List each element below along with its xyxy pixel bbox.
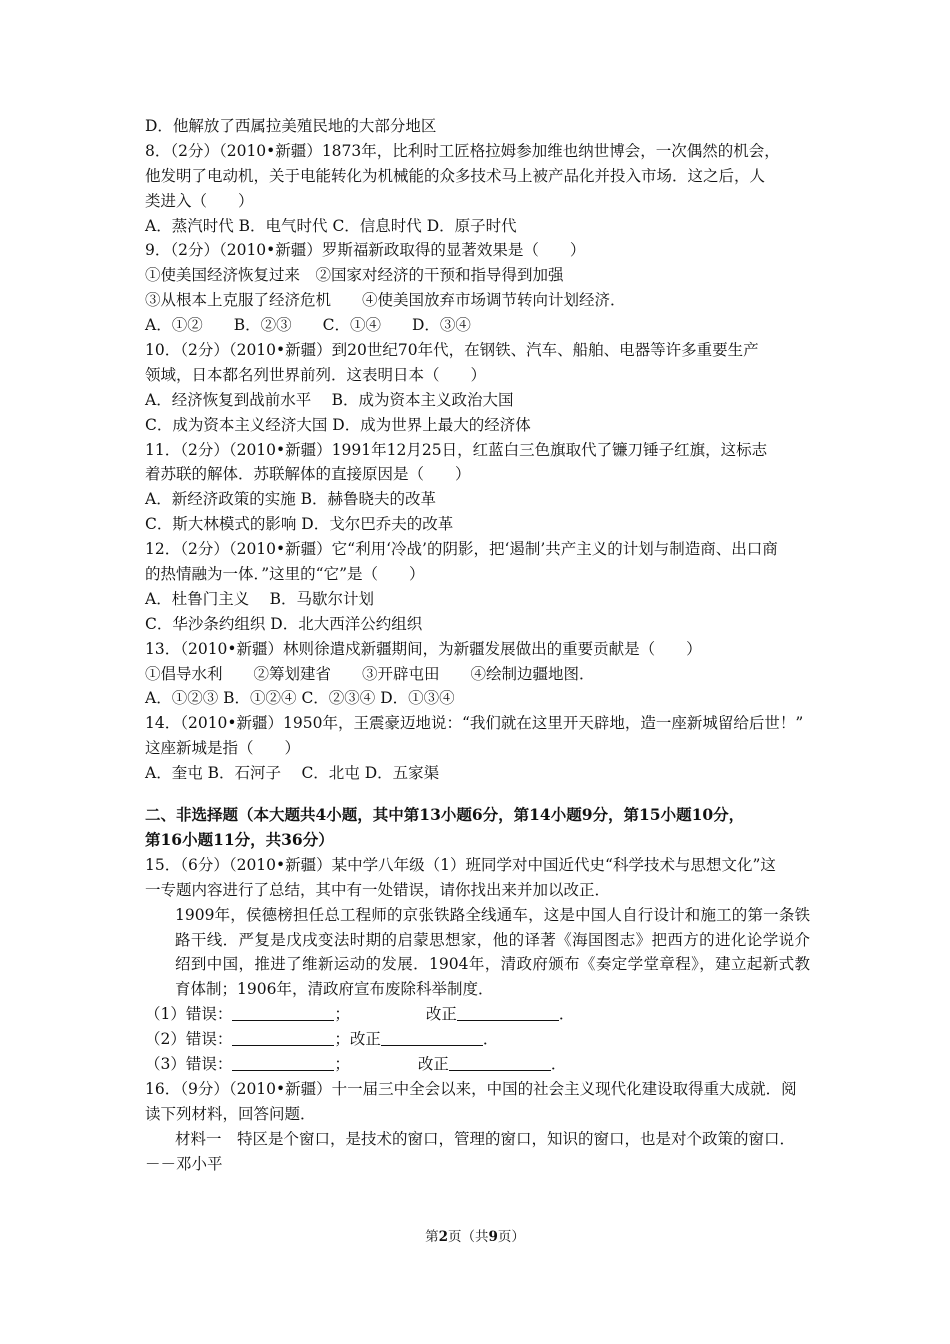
question-14-line-2: 这座新城是指（ ） [145, 739, 301, 758]
question-8-line-3: 类进入（ ） [145, 191, 254, 210]
exam-page-content [145, 114, 810, 1176]
answer-row-label: （3）错误： [145, 1055, 233, 1074]
question-11-options-2: C．斯大林模式的影响 D．戈尔巴乔夫的改革 [145, 515, 454, 534]
question-10-options-2: C．成为资本主义经济大国 D．成为世界上最大的经济体 [145, 415, 531, 434]
question-8-line-1: 8．（2分）（2010•新疆）1873年，比利时工匠格拉姆参加维也纳世博会，一次偶然的机会， [145, 141, 780, 160]
question-9-options: A．①② B．②③ C．①④ D．③④ [145, 316, 471, 335]
material-1-source: －－邓小平 [145, 1154, 223, 1173]
page-footer [0, 1228, 950, 1246]
question-15-line-1: 15．（6分）（2010•新疆）某中学八年级（1）班同学对中国近代史“科学技术与思想文化”这 [145, 855, 776, 874]
question-9-stem: 9．（2分）（2010•新疆）罗斯福新政取得的显著效果是（ ） [145, 241, 586, 260]
section-2-heading-line-1: 二、非选择题（本大题共4小题，其中第13小题6分，第14小题9分，第15小题10分， [145, 805, 745, 825]
question-10-options-1: A．经济恢复到战前水平 B．成为资本主义政治大国 [145, 390, 514, 409]
material-1: 材料一 特区是个窗口，是技术的窗口，管理的窗口，知识的窗口，也是对个政策的窗口． [175, 1129, 796, 1148]
section-gap [145, 786, 810, 803]
error-blank[interactable] [232, 1005, 334, 1021]
error-blank[interactable] [232, 1030, 334, 1046]
question-lines [145, 114, 810, 786]
question-10-line-1: 10．（2分）（2010•新疆）到20世纪70年代，在钢铁、汽车、船舶、电器等许多重要生产 [145, 341, 759, 360]
error-blank[interactable] [232, 1055, 334, 1071]
separator: ； [334, 1055, 350, 1074]
question-16-line-2: 读下列材料，回答问题． [145, 1104, 316, 1123]
question-13-stem: 13．（2010•新疆）林则徐遣戍新疆期间，为新疆发展做出的重要贡献是（ ） [145, 639, 702, 658]
footer-prefix: 第 [425, 1229, 439, 1245]
question-8-options: A．蒸汽时代 B．电气时代 C．信息时代 D．原子时代 [145, 216, 517, 235]
question-12-line-1: 12．（2分）（2010•新疆）它“利用‘冷战’的阴影，把‘遏制’共产主义的计划与制造商、出口商 [145, 540, 778, 559]
question-13-options: A．①②③ B．①②④ C．②③④ D．①③④ [145, 689, 455, 708]
separator: ； [334, 1030, 350, 1049]
total-page-count: 9 [488, 1229, 498, 1245]
correction-blank[interactable] [381, 1030, 483, 1046]
footer-suffix: 页） [497, 1229, 525, 1245]
question-8-line-2: 他发明了电动机，关于电能转化为机械能的众多技术马上被产品化并投入市场．这之后，人 [145, 166, 766, 185]
section-2-heading-line-2: 第16小题11分，共36分） [145, 829, 334, 849]
question-12-line-2: 的热情融为一体．”这里的“它”是（ ） [145, 565, 425, 584]
question-14-options: A．奎屯 B．石河子 C．北屯 D．五家渠 [145, 764, 440, 783]
option-d-text: D．他解放了西属拉美殖民地的大部分地区 [145, 117, 437, 135]
separator: ； [334, 1005, 350, 1024]
correction-blank[interactable] [449, 1055, 551, 1071]
question-12-options-1: A．杜鲁门主义 B．马歇尔计划 [145, 589, 375, 608]
correction-label: 改正 [425, 1005, 457, 1024]
answer-row-1 [145, 1002, 810, 1027]
question-9-statements-2: ③从根本上克服了经济危机 ④使美国放弃市场调节转向计划经济． [145, 291, 626, 310]
answer-row-label: （1）错误： [145, 1005, 233, 1024]
question-11-options-1: A．新经济政策的实施 B．赫鲁晓夫的改革 [145, 490, 437, 509]
question-11-line-1: 11．（2分）（2010•新疆）1991年12月25日，红蓝白三色旗取代了镰刀锤子红旗，这标志 [145, 440, 768, 459]
question-11-line-2: 着苏联的解体．苏联解体的直接原因是（ ） [145, 465, 471, 484]
period: ． [482, 1030, 499, 1049]
footer-middle: 页（共 [448, 1229, 489, 1245]
answer-row-2 [145, 1027, 810, 1052]
question-12-options-2: C．华沙条约组织 D．北大西洋公约组织 [145, 614, 423, 633]
correction-label: 改正 [349, 1030, 381, 1049]
question-15-line-2: 一专题内容进行了总结，其中有一处错误，请你找出来并加以改正． [145, 880, 611, 899]
period: ． [550, 1055, 567, 1074]
question-13-statements: ①倡导水利 ②筹划建省 ③开辟屯田 ④绘制边疆地图． [145, 664, 595, 683]
correction-blank[interactable] [457, 1005, 559, 1021]
question-9-statements-1: ①使美国经济恢复过来 ②国家对经济的干预和指导得到加强 [145, 266, 564, 285]
answer-row-label: （2）错误： [145, 1030, 233, 1049]
question-14-line-1: 14．（2010•新疆）1950年，王震豪迈地说：“我们就在这里开天辟地，造一座新城留给后世！” [145, 714, 804, 733]
period: ． [558, 1005, 575, 1024]
question-15-passage: 1909年，侯德榜担任总工程师的京张铁路全线通车，这是中国人自行设计和施工的第一条铁路干线．严复是戊戌变法时期的启蒙思想家，他的译著《海国图志》把西方的进化论学说介绍到中国，推进了维新运动的发展．1904年，清政府颁布《奏定学堂章程》，建立起新式教育体制；1906年，清政府宣布废除科举制度． [175, 905, 810, 999]
current-page-number: 2 [438, 1229, 448, 1245]
correction-label: 改正 [417, 1055, 449, 1074]
question-10-line-2: 领域，日本都名列世界前列．这表明日本（ ） [145, 365, 487, 384]
answer-row-3 [145, 1052, 810, 1077]
question-16-line-1: 16．（9分）（2010•新疆）十一届三中全会以来，中国的社会主义现代化建设取得重大成就．阅 [145, 1079, 797, 1098]
